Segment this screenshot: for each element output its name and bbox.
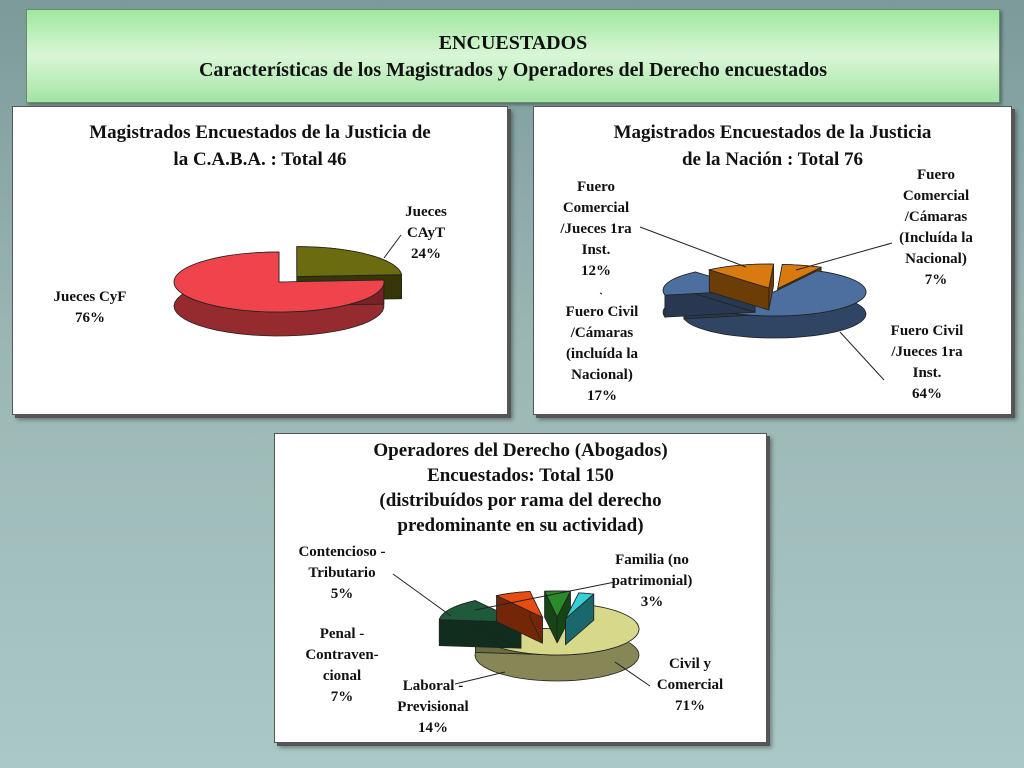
data-label-op-contencioso: Contencioso - Tributario 5% [298, 544, 386, 602]
header-title: ENCUESTADOS [438, 32, 588, 54]
leader-line [796, 243, 892, 270]
data-label-nacion-civil-camaras: Fuero Civil /Cámaras (incluída la Nacional) 17% [565, 304, 639, 404]
chart-panel-operadores [274, 433, 767, 743]
chart-title-line: Magistrados Encuestados de la Justicia [613, 122, 932, 143]
leader-line [600, 293, 602, 294]
chart-title-line: (distribuídos por rama del derecho [379, 490, 662, 511]
data-label-op-civil: Civil y Comercial 71% [656, 656, 724, 714]
chart-panel-nacion [533, 106, 1012, 415]
chart-title-line: Encuestados: Total 150 [427, 465, 614, 486]
data-label-nacion-civil-jueces: Fuero Civil /Jueces 1ra Inst. 64% [890, 323, 964, 402]
data-label-op-familia: Familia (no patrimonial) 3% [611, 552, 693, 610]
data-label-op-laboral: Laboral - Previsional 14% [397, 678, 469, 736]
chart-title-line: Magistrados Encuestados de la Justicia de [89, 122, 431, 143]
chart-title-line: predominante en su actividad) [397, 515, 644, 536]
chart-title-line: Operadores del Derecho (Abogados) [373, 440, 668, 461]
header-subtitle: Características de los Magistrados y Operadores del Derecho encuestados [198, 59, 828, 81]
data-label-op-penal: Penal - Contraven- cional 7% [305, 626, 379, 705]
data-label-caba-cayt: Jueces CAyT 24% [405, 204, 447, 262]
chart-title-line: la C.A.B.A. : Total 46 [173, 149, 347, 170]
header-banner [26, 9, 1000, 103]
data-label-caba-cyf: Jueces CyF 76% [53, 289, 127, 326]
chart-panel-caba [12, 106, 508, 415]
chart-title-line: de la Nación : Total 76 [681, 149, 864, 170]
leader-line [640, 227, 746, 267]
leader-line [393, 574, 451, 616]
data-label-nacion-comercial-jueces: Fuero Comercial /Jueces 1ra Inst. 12% [560, 179, 632, 279]
data-label-nacion-comercial-camaras: Fuero Comercial /Cámaras (Incluída la Nacional) 7% [899, 167, 973, 288]
